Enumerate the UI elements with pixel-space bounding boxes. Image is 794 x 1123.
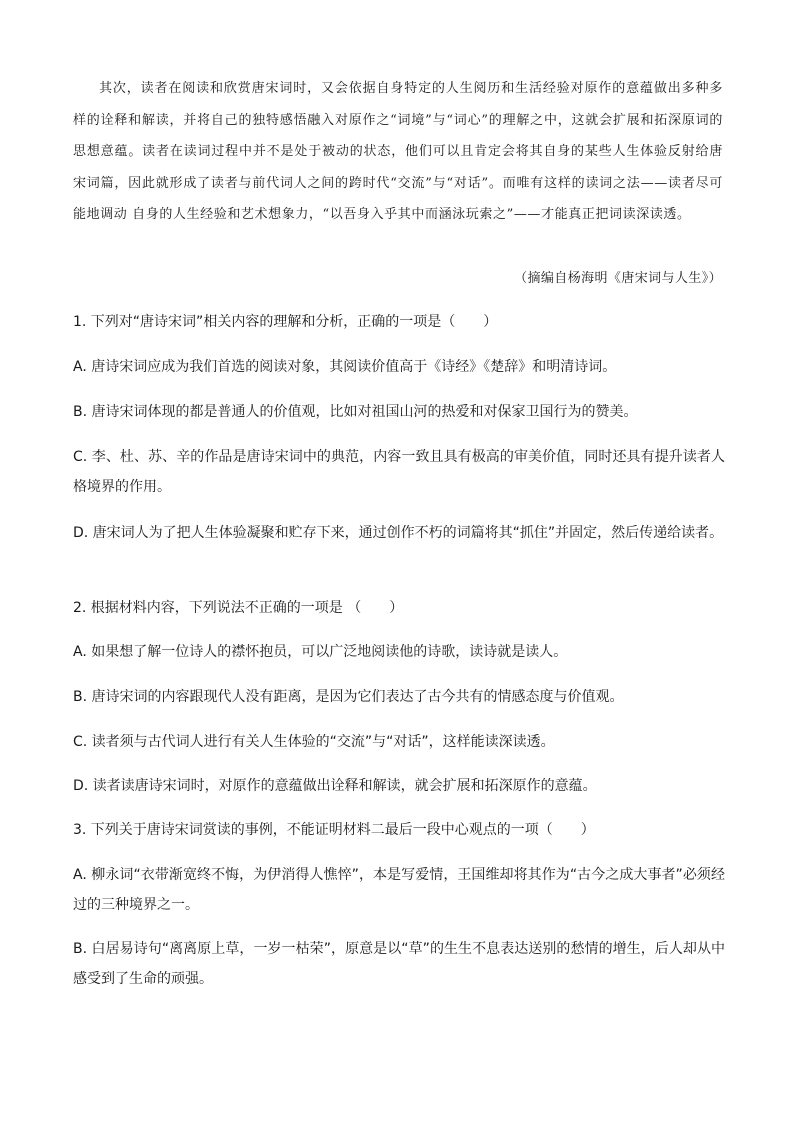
question-3-stem: 3. 下列关于唐诗宋词赏读的事例，不能证明材料二最后一段中心观点的一项（ ） (73, 822, 595, 838)
question-1-option-d: D. 唐宋词人为了把人生体验凝聚和贮存下来，通过创作不朽的词篇将其“抓住”并固定，然后传递给读者。 (73, 525, 724, 541)
passage-paragraph: 其次，读者在阅读和欣赏唐宋词时，又会依据自身特定的人生阅历和生活经验对原作的意蕴做出多种多样的诠释和解读，并将自己的独特感悟融入对原作之“词境”与“词心”的理解之中，这就会扩展和拓深原词的思想意蕴。读者在读词过程中并不是处于被动的状态，他们可以且肯定会将其自身的某些人生体验反射给唐宋词篇，因此就形成了读者与前代词人之间的跨时代“交流”与“对话”。而唯有这样的读词之法——读者尽可能地调动 自身的人生经验和艺术想象力，“以吾身入乎其中而涵泳玩索之”——才能真正把词读深读透。 (73, 81, 723, 223)
passage-source: （摘编自杨海明《唐宋词与人生》） (514, 271, 722, 286)
question-2-stem: 2. 根据材料内容，下列说法不正确的一项是 （ ） (73, 600, 404, 616)
question-3-option-b: B. 白居易诗句“离离原上草，一岁一枯荣”，原意是以“草”的生生不息表达送别的愁情的增生，后人却从中感受到了生命的顽强。 (73, 941, 725, 987)
question-2-option-c: C. 读者须与古代词人进行有关人生体验的“交流”与“对话”，这样能读深读透。 (73, 734, 555, 750)
question-1-option-c: C. 李、杜、苏、辛的作品是唐诗宋词中的典范，内容一致且具有极高的审美价值，同时还具有提升读者人格境界的作用。 (73, 449, 725, 495)
question-2-option-d: D. 读者读唐诗宋词时，对原作的意蕴做出诠释和解读，就会扩展和拓深原作的意蕴。 (73, 778, 597, 794)
question-1-option-a: A. 唐诗宋词应成为我们首选的阅读对象，其阅读价值高于《诗经》《楚辞》和明清诗词。 (73, 359, 617, 375)
question-1-option-b: B. 唐诗宋词体现的都是普通人的价值观，比如对祖国山河的热爱和对保家卫国行为的赞美。 (73, 404, 638, 420)
question-3-option-a: A. 柳永词“衣带渐宽终不悔，为伊消得人憔悴”，本是写爱情，王国维却将其作为“古今之成大事者”必须经过的三种境界之一。 (73, 867, 725, 913)
question-1-stem: 1. 下列对“唐诗宋词”相关内容的理解和分析，正确的一项是（ ） (73, 314, 498, 330)
question-2-option-a: A. 如果想了解一位诗人的襟怀抱员，可以广泛地阅读他的诗歌，读诗就是读人。 (73, 644, 568, 660)
question-2-option-b: B. 唐诗宋词的内容跟现代人没有距离，是因为它们表达了古今共有的情感态度与价值观。 (73, 689, 624, 705)
